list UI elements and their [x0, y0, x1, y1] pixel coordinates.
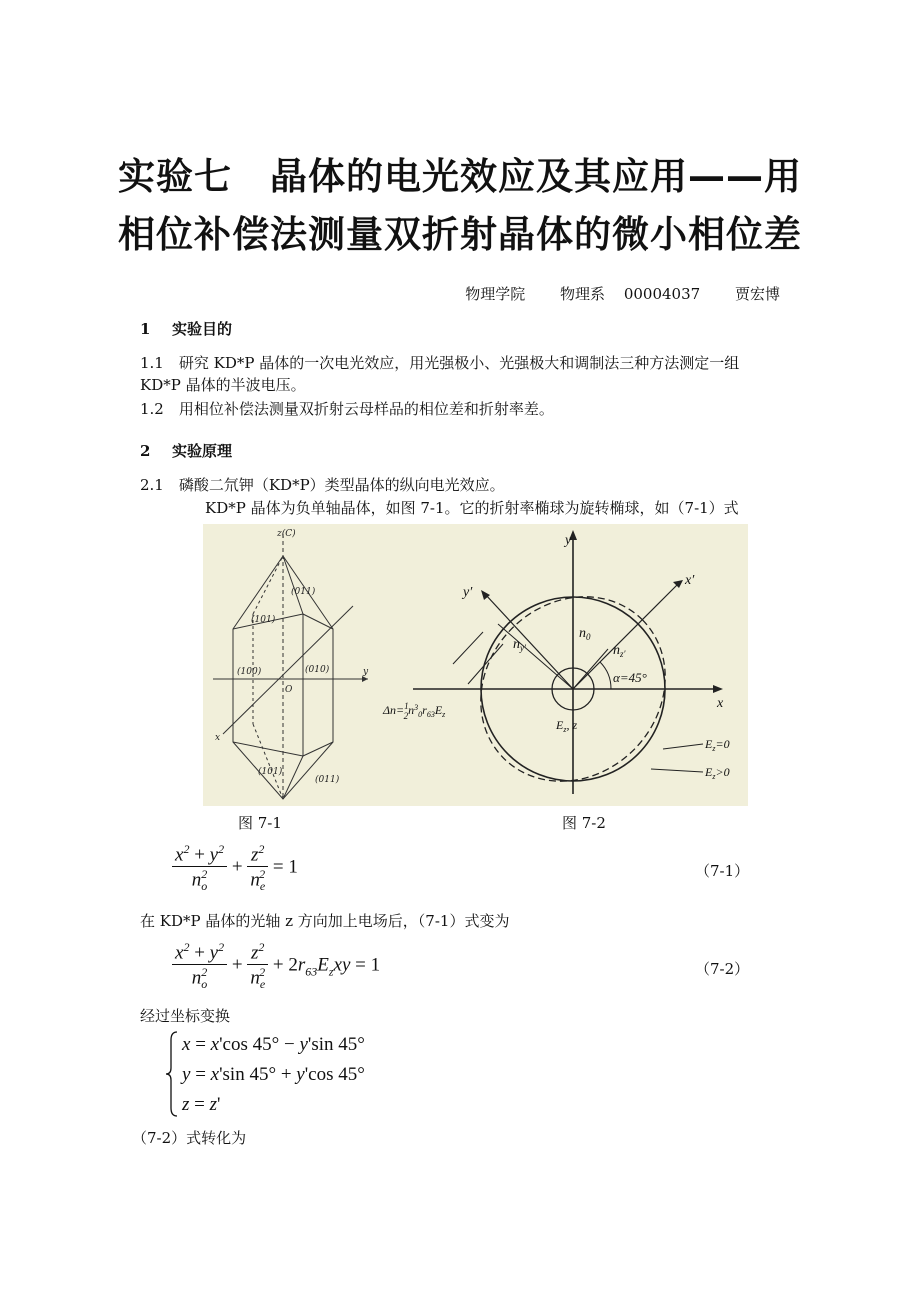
fig2-y-label: y	[565, 533, 572, 548]
fig2-ezgt0-label: E	[705, 765, 713, 779]
equation-7-2-number: （7-2）	[695, 960, 750, 978]
svg-text:n0: $n_0$	[579, 626, 591, 642]
svg-text:nz′: $n_{z'}$	[613, 643, 626, 659]
fig2-nzprime-label: n	[613, 643, 620, 658]
para-1-1: 1.1 研究 KD*P 晶体的一次电光效应，用光强极小、光强极大和调制法三种方法测定一组 KD*P 晶体的半波电压。	[140, 354, 740, 394]
author-id: 00004037	[623, 285, 701, 303]
coordinate-transform: x = x'cos 45° − y'sin 45° y = x'sin 45° + y'cos 45° z = z'	[182, 1034, 365, 1115]
fig1-face-010: (010)	[305, 665, 330, 675]
equation-7-1-number: （7-1）	[695, 862, 750, 880]
equation-7-1: $\frac{x^2 + y^2}{n_o^2}$ + $\frac{z^2}{n_e^2}$ = 1	[172, 842, 298, 894]
fig2-alpha-label: α=45°	[613, 670, 647, 685]
section-1-heading: 1 实验目的	[140, 320, 233, 338]
para-coord: 经过坐标变换	[140, 1007, 231, 1025]
svg-text:ny′: $n_{y'}$	[513, 637, 526, 653]
title-line-1: 实验七 晶体的电光效应及其应用——用	[118, 155, 802, 198]
crystal-diagram	[203, 524, 373, 806]
fig2-nyprime-label: n	[513, 637, 520, 652]
svg-text:Ez=0: $E_z=0$	[705, 737, 730, 753]
fig1-x-label: x	[215, 733, 221, 743]
para-1-2: 1.2 用相位补偿法测量双折射云母样品的相位差和折射率差。	[140, 400, 554, 418]
author-name: 贾宏博	[734, 285, 780, 303]
fig2-n0-label: n	[579, 626, 586, 641]
fig-7-2-caption: 图 7-2	[562, 814, 606, 832]
fig1-z-label: z(C)	[277, 529, 296, 539]
fig1-face-011-top: (011)	[291, 587, 316, 597]
para-2-1-text: KD*P 晶体为负单轴晶体，如图 7-1。它的折射率椭球为旋转椭球，如（7-1）式	[205, 499, 739, 517]
fig2-delta-n-label: Δn=$^1$ $2n^3_0r_{63}E_z$	[383, 701, 446, 721]
fig1-y-label: y	[363, 667, 369, 677]
section-2-heading: 2 实验原理	[140, 442, 233, 460]
figure-7-2	[373, 524, 748, 806]
fig2-xprime-label: x′	[685, 573, 695, 588]
svg-text:Ez, z: $E_z$, z	[556, 718, 578, 734]
fig1-face-100: (100)	[237, 667, 262, 677]
svg-text:Ez>0: $E_z>0$	[705, 765, 730, 781]
para-2-1: 2.1 磷酸二氘钾（KD*P）类型晶体的纵向电光效应。	[140, 476, 505, 494]
fig2-yprime-label: y′	[463, 585, 473, 600]
title-line-2: 相位补偿法测量双折射晶体的微小相位差	[118, 213, 802, 256]
equation-7-2: $\frac{x^2 + y^2}{n_o^2}$ + $\frac{z^2}{n_e^2}$ + $2r_{63}E_zxy = 1$	[172, 940, 380, 992]
author-dept: 物理系	[560, 285, 606, 303]
author-line	[465, 283, 780, 304]
para-eq1-after: 在 KD*P 晶体的光轴 z 方向加上电场后，（7-1）式变为	[140, 912, 510, 930]
fig1-face-011-bottom: (011)	[315, 775, 340, 785]
fig2-ez0-label: E	[705, 737, 713, 751]
fig1-face-101-bottom: (101)	[258, 767, 283, 777]
fig2-x-label: x	[717, 696, 724, 711]
fig-7-1-caption: 图 7-1	[238, 814, 282, 832]
fig2-center-label: E	[556, 718, 564, 732]
fig1-origin-label: O	[285, 685, 293, 695]
author-school: 物理学院	[465, 285, 526, 303]
figure-7-1	[203, 524, 373, 806]
fig1-face-101-top: (101)	[251, 615, 276, 625]
para-eq2-after: （7-2）式转化为	[132, 1129, 247, 1147]
index-ellipse-diagram	[373, 524, 748, 806]
system-brace	[165, 1030, 179, 1118]
